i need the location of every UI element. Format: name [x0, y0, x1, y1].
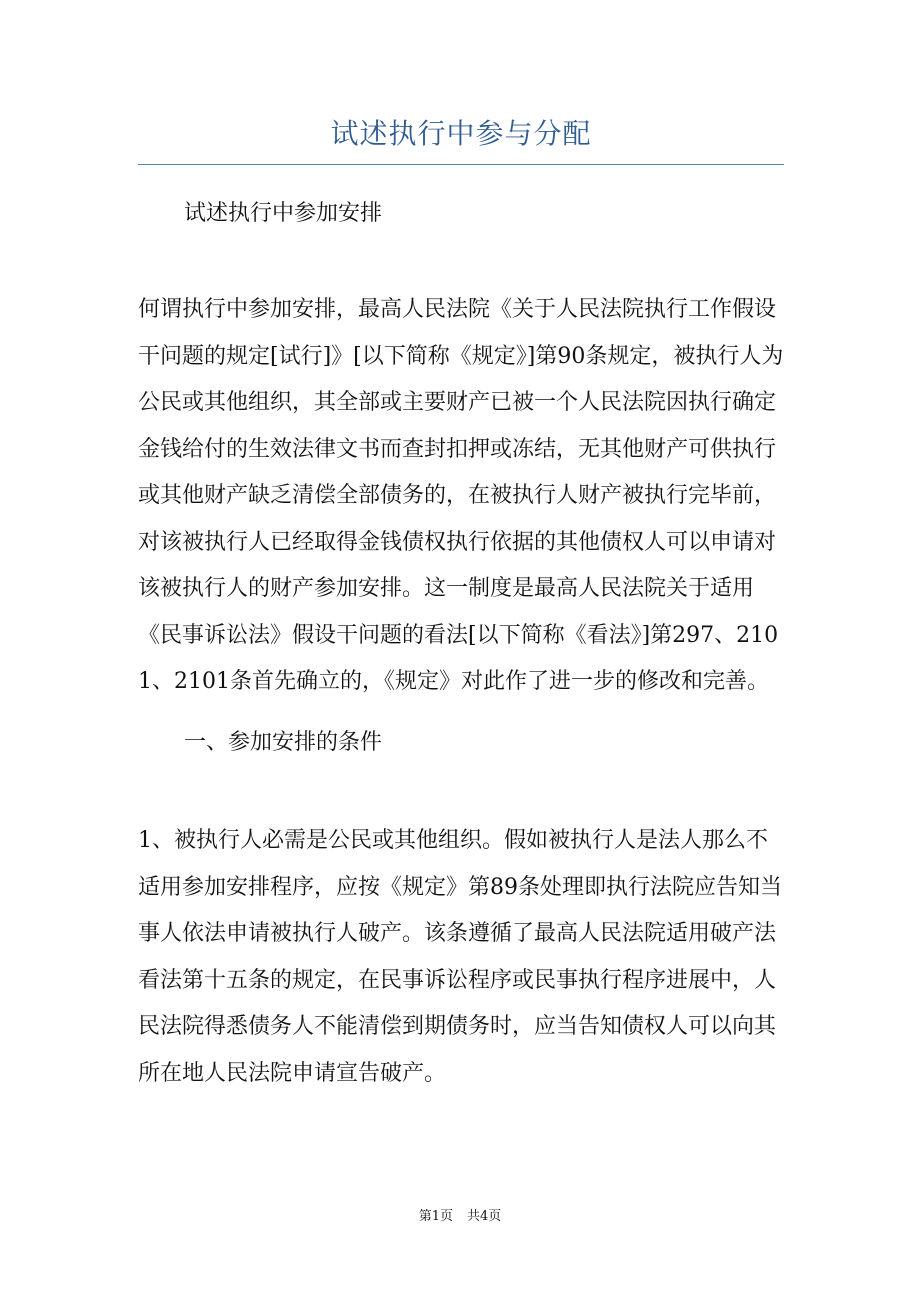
paragraph-condition-1: 1、被执行人必需是公民或其他组织。假如被执行人是法人那么不适用参加安排程序，应按《规定》第89条处理即执行法院应告知当事人依法申请被执行人破产。该条遵循了最高人民法院适用破产法看法第十五条的规定，在民事诉讼程序或民事执行程序进展中，人民法院得悉债务人不能清偿到期债务时，应当告知债权人可以向其所在地人民法院申请宣告破产。 [138, 828, 782, 1086]
title-divider [138, 164, 784, 165]
page-footer [0, 1207, 920, 1227]
page-number-total: 共4页 [467, 1209, 502, 1224]
document-subtitle: 试述执行中参加安排 [184, 201, 383, 226]
paragraph-definition: 何谓执行中参加安排，最高人民法院《关于人民法院执行工作假设干问题的规定[试行]》[以下简称《规定》]第90条规定，被执行人为公民或其他组织，其全部或主要财产已被一个人民法院因执行确定金钱给付的生效法律文书而查封扣押或冻结，无其他财产可供执行或其他财产缺乏清偿全部债务的，在被执行人财产被执行完毕前，对该被执行人已经取得金钱债权执行依据的其他债权人可以申请对该被执行人的财产参加安排。这一制度是最高人民法院关于适用《民事诉讼法》假设干问题的看法[以下简称《看法》]第297、2101、2101条首先确立的，《规定》对此作了进一步的修改和完善。 [138, 297, 784, 694]
page-number-current: 第1页 [418, 1209, 453, 1224]
document-title: 试述执行中参与分配 [330, 117, 592, 150]
section-heading-conditions: 一、参加安排的条件 [184, 730, 383, 755]
